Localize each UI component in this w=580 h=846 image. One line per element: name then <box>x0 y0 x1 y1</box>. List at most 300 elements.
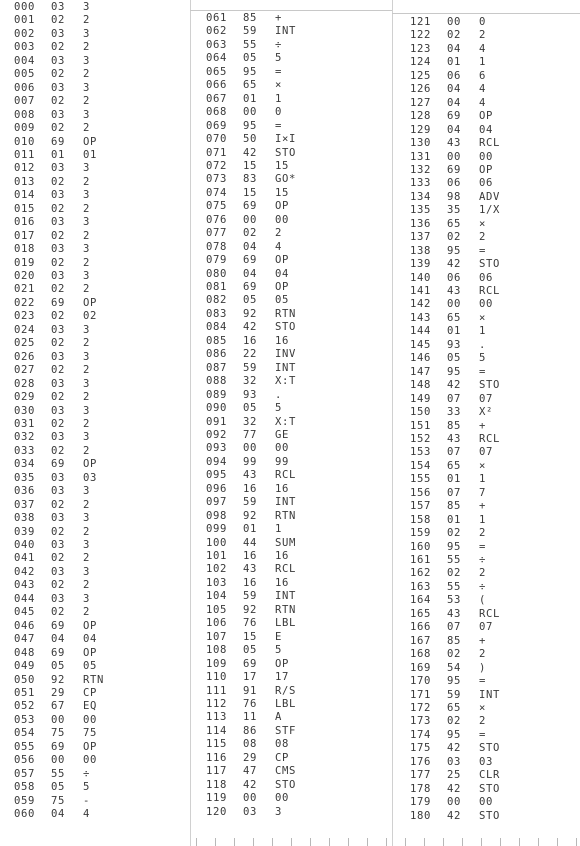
step-address: 113 <box>206 711 227 724</box>
key-code: 02 <box>51 68 65 81</box>
step-address: 070 <box>206 133 227 146</box>
step-address: 098 <box>206 509 227 522</box>
key-mnemonic: 7 <box>479 486 486 499</box>
step-address: 034 <box>14 458 35 471</box>
tape-seam <box>190 0 191 846</box>
key-mnemonic: 3 <box>83 565 90 578</box>
step-address: 004 <box>14 54 35 67</box>
step-address: 176 <box>410 755 431 768</box>
key-code: 67 <box>51 700 65 713</box>
step-address: 169 <box>410 661 431 674</box>
key-mnemonic: X:T <box>275 375 296 388</box>
key-code: 95 <box>243 65 257 78</box>
key-mnemonic: OP <box>275 254 289 267</box>
key-mnemonic: 3 <box>83 485 90 498</box>
step-address: 161 <box>410 554 431 566</box>
step-address: 046 <box>14 619 35 632</box>
step-address: 106 <box>206 617 227 630</box>
step-address: 157 <box>410 500 431 513</box>
key-code: 00 <box>51 713 65 726</box>
key-code: 03 <box>243 805 257 818</box>
key-mnemonic: 07 <box>479 621 493 634</box>
key-code: 93 <box>243 388 257 401</box>
key-mnemonic: 5 <box>275 52 282 65</box>
key-mnemonic: 2 <box>83 337 90 350</box>
step-address: 039 <box>14 525 35 538</box>
key-mnemonic: ÷ <box>479 580 486 593</box>
key-mnemonic: RCL <box>275 469 296 482</box>
key-mnemonic: OP <box>275 281 289 293</box>
step-address: 168 <box>410 648 431 661</box>
step-address: 080 <box>206 267 227 280</box>
step-address: 071 <box>206 146 227 159</box>
key-mnemonic: 2 <box>479 527 486 540</box>
step-address: 078 <box>206 240 227 253</box>
key-mnemonic: 05 <box>83 660 97 673</box>
step-address: 029 <box>14 391 35 404</box>
key-code: 43 <box>447 285 461 297</box>
step-address: 056 <box>14 754 35 767</box>
key-mnemonic: 01 <box>83 148 97 161</box>
key-mnemonic: OP <box>479 110 493 123</box>
key-code: 04 <box>447 96 461 109</box>
key-code: 07 <box>447 486 461 499</box>
step-address: 058 <box>14 781 35 794</box>
step-address: 024 <box>14 323 35 336</box>
step-address: 180 <box>410 809 431 822</box>
key-code: 03 <box>51 54 65 67</box>
step-address: 087 <box>206 361 227 374</box>
key-code: 35 <box>447 204 461 217</box>
step-address: 065 <box>206 65 227 78</box>
key-code: 07 <box>447 446 461 459</box>
key-code: 15 <box>243 159 257 172</box>
key-mnemonic: 2 <box>83 552 90 565</box>
step-address: 125 <box>410 69 431 82</box>
key-code: 02 <box>51 391 65 404</box>
step-address: 068 <box>206 106 227 119</box>
key-mnemonic: 00 <box>275 442 289 455</box>
step-address: 107 <box>206 630 227 643</box>
step-address: 175 <box>410 742 431 755</box>
step-address: 141 <box>410 285 431 297</box>
step-address: 145 <box>410 338 431 351</box>
key-mnemonic: RCL <box>479 285 500 297</box>
key-mnemonic: 0 <box>275 106 282 119</box>
key-code: 03 <box>51 323 65 336</box>
key-code: 03 <box>51 377 65 390</box>
step-address: 159 <box>410 527 431 540</box>
key-code: 15 <box>243 186 257 199</box>
perforation-tick <box>519 838 520 846</box>
key-mnemonic: 1 <box>479 325 486 338</box>
key-code: 05 <box>243 644 257 657</box>
step-address: 055 <box>14 740 35 753</box>
step-address: 007 <box>14 95 35 108</box>
key-code: 03 <box>51 27 65 40</box>
key-code: 17 <box>243 671 257 684</box>
key-mnemonic: 3 <box>83 1 90 13</box>
key-mnemonic: 2 <box>83 283 90 296</box>
key-mnemonic: 1 <box>479 473 486 486</box>
step-address: 144 <box>410 325 431 338</box>
step-address: 000 <box>14 1 35 13</box>
step-address: 134 <box>410 190 431 203</box>
step-address: 095 <box>206 469 227 482</box>
key-code: 02 <box>51 14 65 27</box>
key-code: 55 <box>243 38 257 51</box>
step-address: 061 <box>206 12 227 24</box>
key-code: 05 <box>243 294 257 307</box>
step-address: 152 <box>410 432 431 445</box>
step-address: 140 <box>410 271 431 284</box>
key-mnemonic: 07 <box>479 392 493 405</box>
step-address: 122 <box>410 29 431 42</box>
key-mnemonic: 3 <box>83 512 90 525</box>
step-address: 143 <box>410 311 431 324</box>
step-address: 076 <box>206 213 227 226</box>
step-address: 047 <box>14 633 35 646</box>
key-mnemonic: OP <box>83 646 97 659</box>
key-mnemonic: 3 <box>83 431 90 444</box>
key-code: 05 <box>243 52 257 65</box>
key-code: 42 <box>447 258 461 271</box>
perforation-tick <box>481 838 482 846</box>
key-mnemonic: X:T <box>275 415 296 428</box>
key-mnemonic: A <box>275 711 282 724</box>
step-address: 057 <box>14 767 35 780</box>
key-code: 04 <box>51 808 65 820</box>
key-mnemonic: INT <box>275 590 296 603</box>
key-mnemonic: 3 <box>83 108 90 121</box>
key-code: 00 <box>51 754 65 767</box>
key-code: 00 <box>243 442 257 455</box>
key-code: 95 <box>447 728 461 741</box>
step-address: 044 <box>14 592 35 605</box>
key-mnemonic: 3 <box>83 404 90 417</box>
key-mnemonic: 00 <box>83 754 97 767</box>
key-mnemonic: RTN <box>275 603 296 616</box>
step-address: 174 <box>410 728 431 741</box>
step-address: 158 <box>410 513 431 526</box>
key-mnemonic: RTN <box>83 673 104 686</box>
key-mnemonic: . <box>275 388 282 401</box>
key-mnemonic: 5 <box>479 352 486 365</box>
key-code: 43 <box>243 469 257 482</box>
key-code: 02 <box>51 283 65 296</box>
key-mnemonic: 3 <box>275 805 282 818</box>
key-code: 04 <box>447 42 461 55</box>
key-code: 03 <box>51 471 65 484</box>
key-code: 42 <box>447 782 461 795</box>
step-address: 116 <box>206 751 227 764</box>
key-mnemonic: 2 <box>479 567 486 580</box>
key-mnemonic: RTN <box>275 307 296 320</box>
step-address: 097 <box>206 496 227 509</box>
perforation-tick <box>310 838 311 846</box>
step-address: 150 <box>410 406 431 419</box>
key-code: 01 <box>51 148 65 161</box>
step-address: 104 <box>206 590 227 603</box>
key-mnemonic: STO <box>479 258 500 271</box>
key-code: 03 <box>51 539 65 551</box>
key-code: 05 <box>243 402 257 415</box>
key-code: 04 <box>51 633 65 646</box>
step-address: 149 <box>410 392 431 405</box>
step-address: 100 <box>206 536 227 549</box>
key-code: 95 <box>447 365 461 378</box>
step-address: 156 <box>410 486 431 499</box>
step-address: 089 <box>206 388 227 401</box>
key-code: 03 <box>51 350 65 363</box>
key-mnemonic: OP <box>479 163 493 176</box>
key-code: 65 <box>447 701 461 714</box>
key-mnemonic: OP <box>275 200 289 213</box>
step-address: 006 <box>14 81 35 94</box>
key-mnemonic: 3 <box>83 270 90 282</box>
key-mnemonic: INV <box>275 348 296 361</box>
key-mnemonic: OP <box>83 296 97 309</box>
key-mnemonic: + <box>275 12 282 24</box>
key-mnemonic: 2 <box>83 202 90 215</box>
step-address: 120 <box>206 805 227 818</box>
step-address: 060 <box>14 808 35 820</box>
key-code: 59 <box>243 496 257 509</box>
key-code: 75 <box>51 727 65 740</box>
key-code: 01 <box>447 513 461 526</box>
key-code: 55 <box>51 767 65 780</box>
step-address: 093 <box>206 442 227 455</box>
step-address: 084 <box>206 321 227 334</box>
key-mnemonic: EQ <box>83 700 97 713</box>
key-mnemonic: 4 <box>275 240 282 253</box>
key-mnemonic: CP <box>83 686 97 699</box>
key-code: 02 <box>51 229 65 242</box>
key-mnemonic: 00 <box>275 792 289 805</box>
key-mnemonic: 04 <box>83 633 97 646</box>
key-mnemonic: 3 <box>83 162 90 175</box>
key-code: 04 <box>243 240 257 253</box>
key-mnemonic: STO <box>275 146 296 159</box>
key-code: 85 <box>447 500 461 513</box>
key-mnemonic: 07 <box>479 446 493 459</box>
perforation-tick <box>386 838 387 846</box>
key-mnemonic: OP <box>83 135 97 148</box>
step-address: 172 <box>410 701 431 714</box>
key-code: 76 <box>243 697 257 710</box>
step-address: 085 <box>206 334 227 347</box>
perforation-tick <box>196 838 197 846</box>
key-mnemonic: 2 <box>83 606 90 619</box>
key-code: 59 <box>447 688 461 701</box>
key-code: 65 <box>447 217 461 230</box>
step-address: 138 <box>410 244 431 257</box>
key-code: 85 <box>447 634 461 647</box>
step-address: 131 <box>410 150 431 163</box>
key-mnemonic: 4 <box>479 96 486 109</box>
key-mnemonic: 04 <box>275 267 289 280</box>
key-mnemonic: 5 <box>275 644 282 657</box>
key-mnemonic: LBL <box>275 697 296 710</box>
step-address: 003 <box>14 41 35 54</box>
key-mnemonic: 2 <box>83 444 90 457</box>
key-code: 85 <box>243 12 257 24</box>
key-code: 02 <box>51 310 65 323</box>
step-address: 050 <box>14 673 35 686</box>
key-code: 42 <box>243 778 257 791</box>
key-mnemonic: RCL <box>479 607 500 620</box>
key-code: 32 <box>243 415 257 428</box>
key-mnemonic: ÷ <box>479 554 486 566</box>
step-address: 121 <box>410 16 431 28</box>
step-address: 038 <box>14 512 35 525</box>
key-code: 25 <box>447 769 461 782</box>
key-mnemonic: 06 <box>479 271 493 284</box>
step-address: 020 <box>14 270 35 282</box>
step-address: 083 <box>206 307 227 320</box>
key-mnemonic: 2 <box>83 579 90 592</box>
key-code: 03 <box>51 189 65 202</box>
key-code: 01 <box>447 56 461 69</box>
step-address: 064 <box>206 52 227 65</box>
perforation-tick <box>272 838 273 846</box>
key-code: 75 <box>51 794 65 807</box>
step-address: 002 <box>14 27 35 40</box>
key-code: 69 <box>51 646 65 659</box>
key-mnemonic: 16 <box>275 576 289 589</box>
key-code: 02 <box>51 606 65 619</box>
key-mnemonic: 3 <box>83 189 90 202</box>
step-address: 033 <box>14 444 35 457</box>
key-code: 32 <box>243 375 257 388</box>
step-address: 012 <box>14 162 35 175</box>
key-mnemonic: 1 <box>479 56 486 69</box>
step-address: 028 <box>14 377 35 390</box>
key-mnemonic: 16 <box>275 482 289 495</box>
key-code: 77 <box>243 428 257 441</box>
tape-seam <box>392 0 393 846</box>
key-mnemonic: 1 <box>275 92 282 105</box>
key-code: 22 <box>243 348 257 361</box>
step-address: 043 <box>14 579 35 592</box>
key-mnemonic: ( <box>479 594 486 607</box>
key-mnemonic: = <box>479 728 486 741</box>
key-mnemonic: 3 <box>83 592 90 605</box>
key-mnemonic: × <box>479 459 486 472</box>
key-code: 03 <box>51 270 65 282</box>
step-address: 011 <box>14 148 35 161</box>
key-code: 59 <box>243 361 257 374</box>
step-address: 015 <box>14 202 35 215</box>
key-code: 07 <box>447 621 461 634</box>
key-code: 43 <box>447 137 461 150</box>
key-mnemonic: 5 <box>83 781 90 794</box>
key-code: 02 <box>51 364 65 377</box>
step-address: 111 <box>206 684 227 697</box>
key-code: 55 <box>447 580 461 593</box>
perforation-tick <box>215 838 216 846</box>
step-address: 040 <box>14 539 35 551</box>
step-address: 017 <box>14 229 35 242</box>
step-address: 059 <box>14 794 35 807</box>
key-mnemonic: 1/X <box>479 204 500 217</box>
key-code: 93 <box>447 338 461 351</box>
key-code: 04 <box>447 83 461 96</box>
perforation-tick <box>576 838 577 846</box>
key-code: 02 <box>51 202 65 215</box>
step-address: 136 <box>410 217 431 230</box>
step-address: 155 <box>410 473 431 486</box>
key-mnemonic: 2 <box>479 29 486 42</box>
key-code: 42 <box>447 379 461 392</box>
step-address: 103 <box>206 576 227 589</box>
step-address: 014 <box>14 189 35 202</box>
step-address: 112 <box>206 697 227 710</box>
key-mnemonic: 2 <box>83 498 90 511</box>
perforation-tick <box>329 838 330 846</box>
perforation-tick <box>443 838 444 846</box>
key-code: 69 <box>243 281 257 293</box>
key-mnemonic: 3 <box>83 350 90 363</box>
key-mnemonic: = <box>275 65 282 78</box>
key-mnemonic: 1 <box>275 523 282 536</box>
key-mnemonic: I×I <box>275 133 296 146</box>
step-address: 062 <box>206 25 227 38</box>
step-address: 130 <box>410 137 431 150</box>
step-address: 074 <box>206 186 227 199</box>
step-address: 173 <box>410 715 431 728</box>
key-mnemonic: 2 <box>83 364 90 377</box>
key-code: 95 <box>447 675 461 688</box>
key-mnemonic: CP <box>275 751 289 764</box>
step-address: 139 <box>410 258 431 271</box>
step-address: 035 <box>14 471 35 484</box>
step-address: 075 <box>206 200 227 213</box>
key-mnemonic: + <box>479 419 486 432</box>
perforation-tick <box>424 838 425 846</box>
key-code: 42 <box>243 321 257 334</box>
key-code: 03 <box>51 243 65 256</box>
key-mnemonic: STO <box>275 321 296 334</box>
key-code: 02 <box>51 444 65 457</box>
step-address: 031 <box>14 417 35 430</box>
key-mnemonic: 06 <box>479 177 493 190</box>
key-code: 16 <box>243 550 257 562</box>
key-code: 76 <box>243 617 257 630</box>
key-mnemonic: 2 <box>479 648 486 661</box>
step-address: 179 <box>410 796 431 809</box>
key-code: 00 <box>243 213 257 226</box>
step-address: 147 <box>410 365 431 378</box>
key-code: 02 <box>51 175 65 188</box>
step-address: 081 <box>206 281 227 293</box>
key-mnemonic: 17 <box>275 671 289 684</box>
key-code: 95 <box>447 244 461 257</box>
step-address: 025 <box>14 337 35 350</box>
step-address: 021 <box>14 283 35 296</box>
key-code: 92 <box>51 673 65 686</box>
perforation-tick <box>538 838 539 846</box>
key-mnemonic: . <box>479 338 486 351</box>
step-address: 073 <box>206 173 227 186</box>
key-code: 29 <box>51 686 65 699</box>
step-address: 178 <box>410 782 431 795</box>
key-code: 02 <box>51 95 65 108</box>
step-address: 096 <box>206 482 227 495</box>
key-code: 08 <box>243 738 257 751</box>
key-mnemonic: 4 <box>479 83 486 96</box>
step-address: 126 <box>410 83 431 96</box>
